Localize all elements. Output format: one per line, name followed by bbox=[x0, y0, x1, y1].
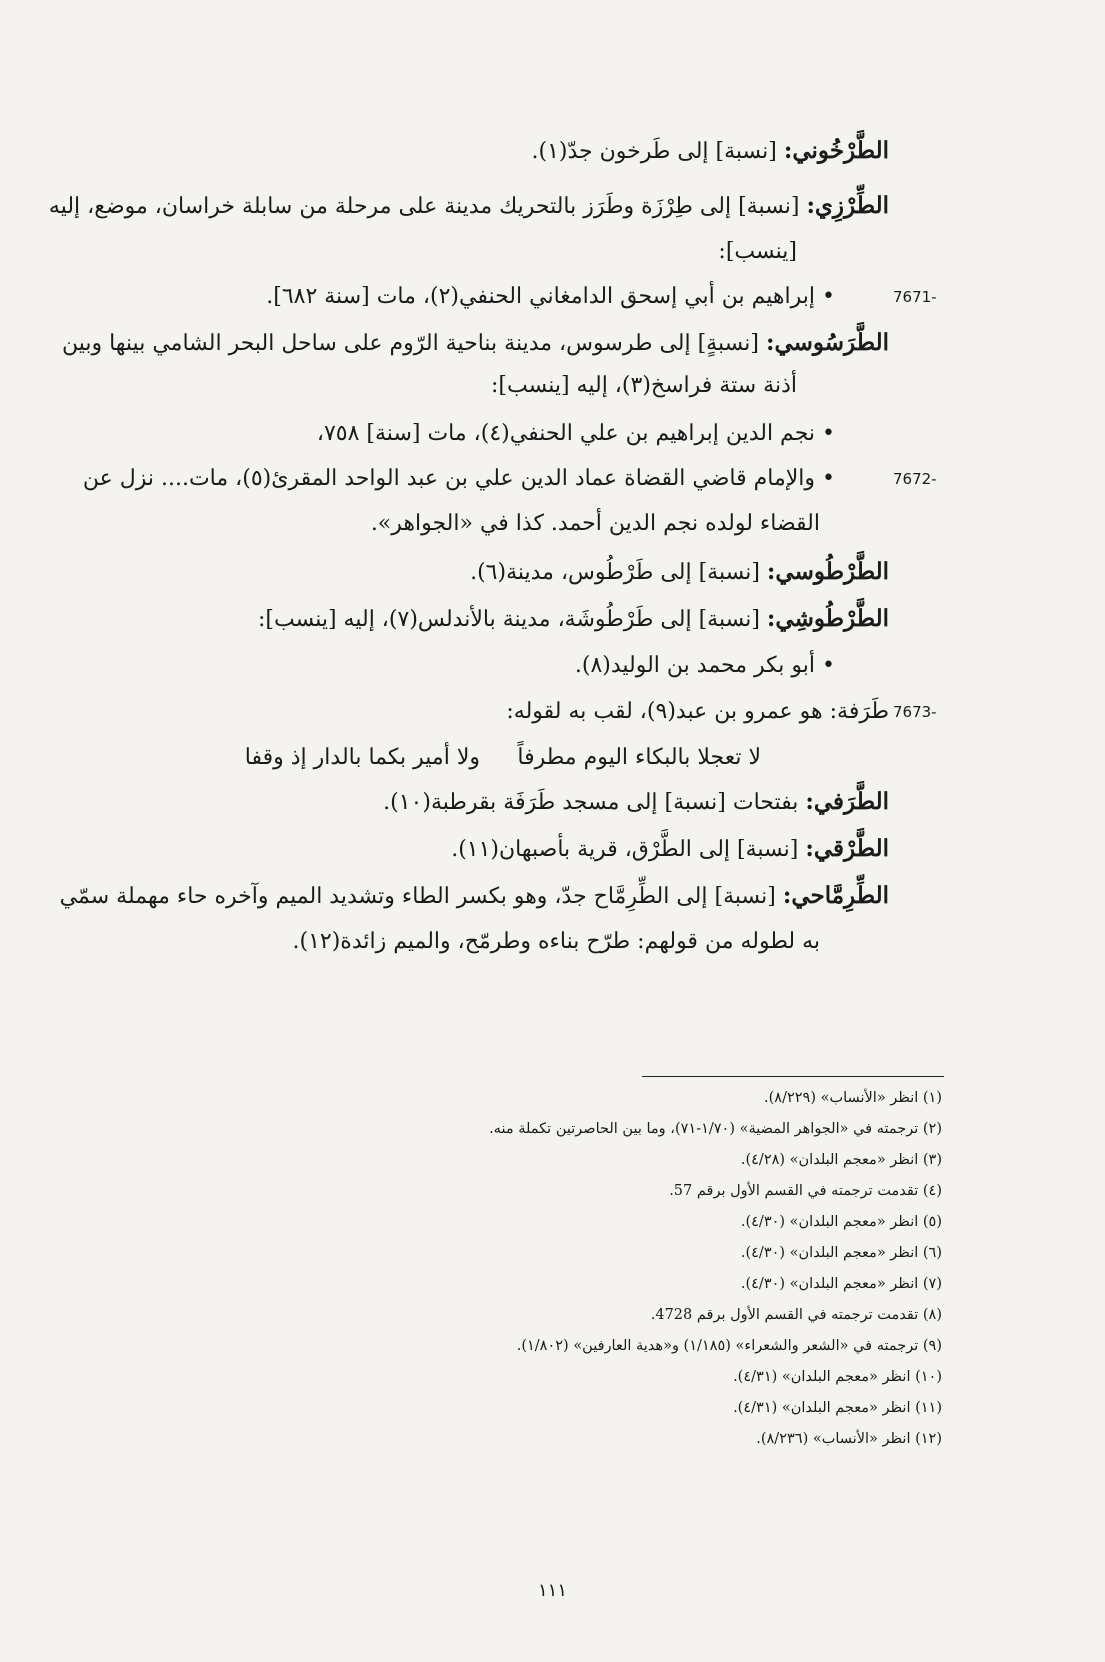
entry-line bbox=[62, 327, 889, 360]
entry-continuation: أذنة ستة فراسخ(٣)، إليه [ينسب]: bbox=[491, 373, 797, 398]
entry-line bbox=[451, 833, 889, 866]
entry-text: [نسبة] إلى طَرْطُوس، مدينة(٦). bbox=[470, 560, 767, 585]
footnote: (٥) انظر «معجم البلدان» (٤/٣٠). bbox=[740, 1214, 942, 1230]
headword: الطَّرْطُوسي: bbox=[766, 558, 889, 585]
entry-text: بفتحات [نسبة] إلى مسجد طَرَفَة بقرطبة(١٠). bbox=[383, 790, 806, 815]
footnote: (١٢) انظر «الأنساب» (٨/٢٣٦). bbox=[756, 1431, 942, 1447]
footnote: (٤) تقدمت ترجمته في القسم الأول برقم 57. bbox=[669, 1183, 942, 1199]
footnote-divider bbox=[642, 1076, 944, 1077]
entry-line bbox=[60, 880, 889, 913]
entry-line bbox=[470, 556, 889, 589]
footnote: (٣) انظر «معجم البلدان» (٤/٢٨). bbox=[740, 1152, 942, 1168]
footnote: (١٠) انظر «معجم البلدان» (٤/٣١). bbox=[733, 1369, 942, 1385]
entry-line: • إبراهيم بن أبي إسحق الدامغاني الحنفي(٢)، مات [سنة ٦٨٢]. bbox=[266, 284, 835, 309]
page-number: ١١١ bbox=[537, 1580, 567, 1601]
footnote: (٧) انظر «معجم البلدان» (٤/٣٠). bbox=[740, 1276, 942, 1292]
entry-line bbox=[258, 603, 889, 636]
headword: الطِّرْزِي: bbox=[806, 192, 889, 219]
footnote: (١١) انظر «معجم البلدان» (٤/٣١). bbox=[733, 1400, 942, 1416]
entry-text: [نسبة] إلى طَرخون جدّ(١). bbox=[531, 139, 784, 164]
footnote: (٩) ترجمته في «الشعر والشعراء» (١/١٨٥) و«هدية العارفين» (١/٨٠٢). bbox=[516, 1338, 942, 1354]
entry-line: • نجم الدين إبراهيم بن علي الحنفي(٤)، مات [سنة] ٧٥٨، bbox=[316, 421, 835, 446]
entry-text: [نسبة] إلى الطِّرِمَّاح جدّ، وهو بكسر الطاء وتشديد الميم وآخره حاء مهملة سمّي bbox=[59, 884, 783, 909]
entry-text: [نسبة] إلى الطَّرْق، قرية بأصبهان(١١). bbox=[451, 837, 806, 862]
footnote: (١) انظر «الأنساب» (٨/٢٢٩). bbox=[764, 1090, 942, 1106]
entry-line bbox=[49, 190, 889, 223]
entry-text: [نسبةٍ] إلى طرسوس، مدينة بناحية الرّوم على ساحل البحر الشامي بينها وبين bbox=[61, 331, 766, 356]
footnote: (٦) انظر «معجم البلدان» (٤/٣٠). bbox=[740, 1245, 942, 1261]
entry-line: طَرَفة: هو عمرو بن عبد(٩)، لقب به لقوله: bbox=[506, 699, 889, 724]
headword: الطِّرِمَّاحي: bbox=[782, 882, 889, 909]
entry-continuation: القضاء لولده نجم الدين أحمد. كذا في «الجواهر». bbox=[370, 511, 820, 536]
headword: الطَّرْطُوشِي: bbox=[766, 605, 889, 632]
footnote: (٨) تقدمت ترجمته في القسم الأول برقم 4728. bbox=[650, 1307, 942, 1323]
entry-text: [نسبة] إلى طَرْطُوشَة، مدينة بالأندلس(٧)، إليه [ينسب]: bbox=[258, 607, 767, 632]
entry-continuation: به لطوله من قولهم: طرّح بناءه وطرمّح، والميم زائدة(١٢). bbox=[292, 929, 820, 954]
entry-line bbox=[383, 786, 889, 819]
entry-text: [نسبة] إلى طِرْزَة وطَرَز بالتحريك مدينة على مرحلة من سابلة خراسان، موضع، إليه bbox=[48, 194, 807, 219]
headword: الطَّرَسُوسي: bbox=[765, 329, 889, 356]
headword: الطَّرْخُوني: bbox=[783, 137, 889, 164]
footnote: (٢) ترجمته في «الجواهر المضية» (١/٧٠-٧١)، وما بين الحاصرتين تكملة منه. bbox=[489, 1121, 942, 1137]
entry-line: • والإمام قاضي القضاة عماد الدين علي بن عبد الواحد المقرئ(٥)، مات.... نزل عن bbox=[82, 466, 835, 491]
verse-hemistich-first: لا تعجلا بالبكاء اليوم مطرفاً bbox=[517, 745, 761, 770]
verse-hemistich-second: ولا أمير بكما بالدار إذ وقفا bbox=[244, 745, 480, 770]
entry-number: 7671- bbox=[893, 288, 937, 306]
entry-continuation: [ينسب]: bbox=[718, 239, 797, 264]
headword: الطَّرَفي: bbox=[805, 788, 889, 815]
entry-line: • أبو بكر محمد بن الوليد(٨). bbox=[574, 653, 835, 678]
entry-line bbox=[531, 135, 889, 168]
entry-number: 7672- bbox=[893, 470, 937, 488]
headword: الطَّرْقي: bbox=[805, 835, 889, 862]
entry-number: 7673- bbox=[893, 703, 937, 721]
